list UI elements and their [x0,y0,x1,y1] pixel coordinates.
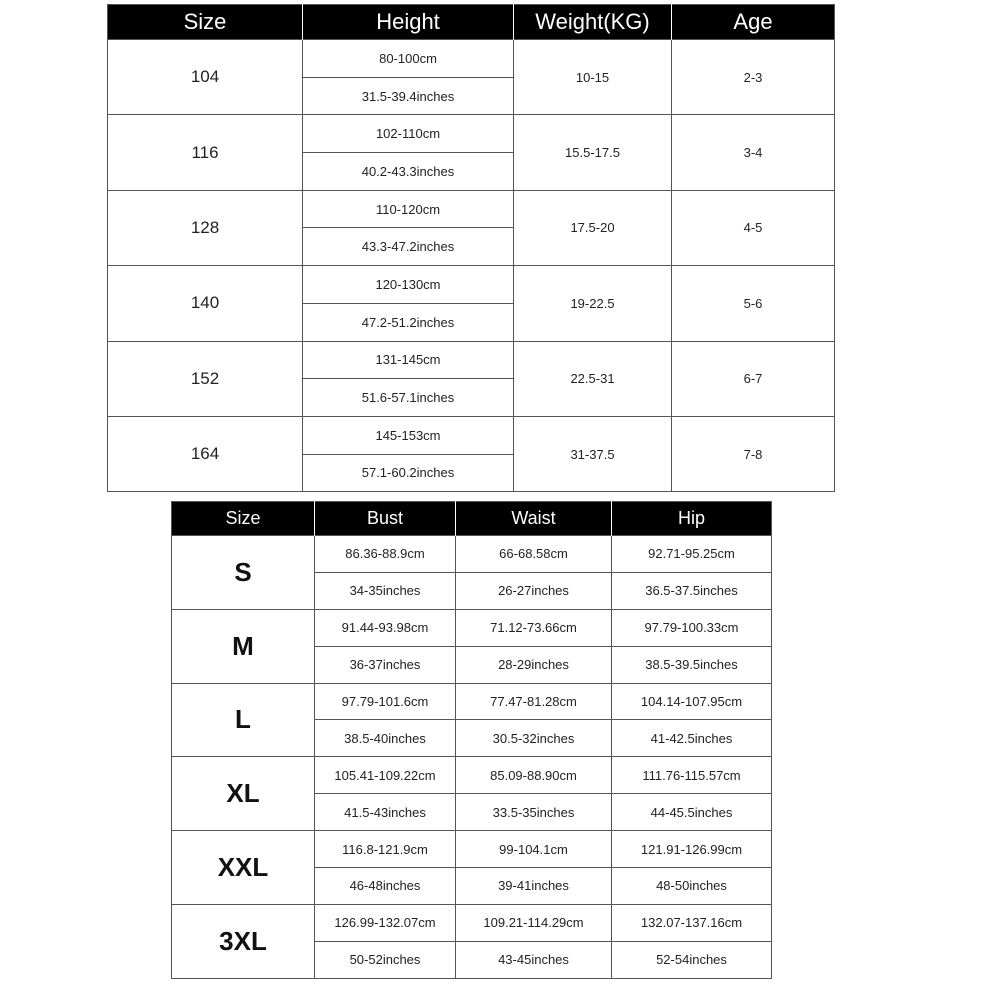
size-cell: 116 [108,115,303,190]
weight-cell: 10-15 [514,40,672,115]
height-in-cell: 47.2-51.2inches [303,303,514,341]
bust-in-cell: 38.5-40inches [315,720,456,757]
bust-in-cell: 34-35inches [315,572,456,609]
hip-in-cell: 36.5-37.5inches [612,572,772,609]
hip-cm-cell: 92.71-95.25cm [612,536,772,573]
table-row [172,609,772,646]
table-header-row [108,5,835,40]
header-bust: Bust [315,502,456,536]
height-cm-cell: 80-100cm [303,40,514,78]
size-cell: 152 [108,341,303,416]
waist-cm-cell: 99-104.1cm [456,831,612,868]
bust-cm-cell: 116.8-121.9cm [315,831,456,868]
bust-cm-cell: 86.36-88.9cm [315,536,456,573]
header-hip: Hip [612,502,772,536]
waist-in-cell: 28-29inches [456,646,612,683]
weight-cell: 17.5-20 [514,190,672,265]
size-cell: XXL [172,831,315,905]
hip-cm-cell: 97.79-100.33cm [612,609,772,646]
height-cm-cell: 145-153cm [303,416,514,454]
header-age: Age [672,5,835,40]
women-size-table [171,501,772,979]
height-in-cell: 31.5-39.4inches [303,77,514,115]
weight-cell: 22.5-31 [514,341,672,416]
weight-cell: 19-22.5 [514,266,672,341]
table-row [108,416,835,454]
table-row [108,40,835,78]
size-cell: 164 [108,416,303,491]
size-cell: XL [172,757,315,831]
bust-in-cell: 36-37inches [315,646,456,683]
table-header-row [172,502,772,536]
size-cell: 128 [108,190,303,265]
table-row [172,757,772,794]
hip-in-cell: 44-45.5inches [612,794,772,831]
table-row [108,190,835,228]
hip-in-cell: 38.5-39.5inches [612,646,772,683]
bust-in-cell: 46-48inches [315,868,456,905]
hip-cm-cell: 111.76-115.57cm [612,757,772,794]
age-cell: 5-6 [672,266,835,341]
bust-cm-cell: 91.44-93.98cm [315,609,456,646]
hip-cm-cell: 104.14-107.95cm [612,683,772,720]
size-cell: 140 [108,266,303,341]
weight-cell: 15.5-17.5 [514,115,672,190]
bust-cm-cell: 126.99-132.07cm [315,904,456,941]
size-cell: 104 [108,40,303,115]
waist-in-cell: 30.5-32inches [456,720,612,757]
age-cell: 4-5 [672,190,835,265]
height-cm-cell: 131-145cm [303,341,514,379]
size-cell: S [172,536,315,610]
bust-in-cell: 50-52inches [315,941,456,978]
header-weight: Weight(KG) [514,5,672,40]
age-cell: 3-4 [672,115,835,190]
hip-in-cell: 48-50inches [612,868,772,905]
table-row [108,266,835,304]
waist-cm-cell: 71.12-73.66cm [456,609,612,646]
hip-in-cell: 52-54inches [612,941,772,978]
hip-in-cell: 41-42.5inches [612,720,772,757]
age-cell: 6-7 [672,341,835,416]
height-cm-cell: 120-130cm [303,266,514,304]
height-in-cell: 51.6-57.1inches [303,379,514,417]
header-height: Height [303,5,514,40]
height-in-cell: 57.1-60.2inches [303,454,514,492]
bust-in-cell: 41.5-43inches [315,794,456,831]
weight-cell: 31-37.5 [514,416,672,491]
header-waist: Waist [456,502,612,536]
size-cell: 3XL [172,904,315,978]
size-cell: M [172,609,315,683]
waist-in-cell: 39-41inches [456,868,612,905]
table-row [108,115,835,153]
hip-cm-cell: 121.91-126.99cm [612,831,772,868]
bust-cm-cell: 105.41-109.22cm [315,757,456,794]
height-in-cell: 43.3-47.2inches [303,228,514,266]
table-row [172,831,772,868]
table-row [172,536,772,573]
header-size: Size [108,5,303,40]
waist-in-cell: 43-45inches [456,941,612,978]
table-row [172,683,772,720]
height-in-cell: 40.2-43.3inches [303,153,514,191]
hip-cm-cell: 132.07-137.16cm [612,904,772,941]
height-cm-cell: 110-120cm [303,190,514,228]
waist-in-cell: 33.5-35inches [456,794,612,831]
waist-cm-cell: 109.21-114.29cm [456,904,612,941]
bust-cm-cell: 97.79-101.6cm [315,683,456,720]
height-cm-cell: 102-110cm [303,115,514,153]
waist-cm-cell: 66-68.58cm [456,536,612,573]
waist-cm-cell: 85.09-88.90cm [456,757,612,794]
table-row [108,341,835,379]
kids-size-table [107,4,835,492]
age-cell: 2-3 [672,40,835,115]
age-cell: 7-8 [672,416,835,491]
waist-in-cell: 26-27inches [456,572,612,609]
table-row [172,904,772,941]
size-cell: L [172,683,315,757]
waist-cm-cell: 77.47-81.28cm [456,683,612,720]
header-size: Size [172,502,315,536]
